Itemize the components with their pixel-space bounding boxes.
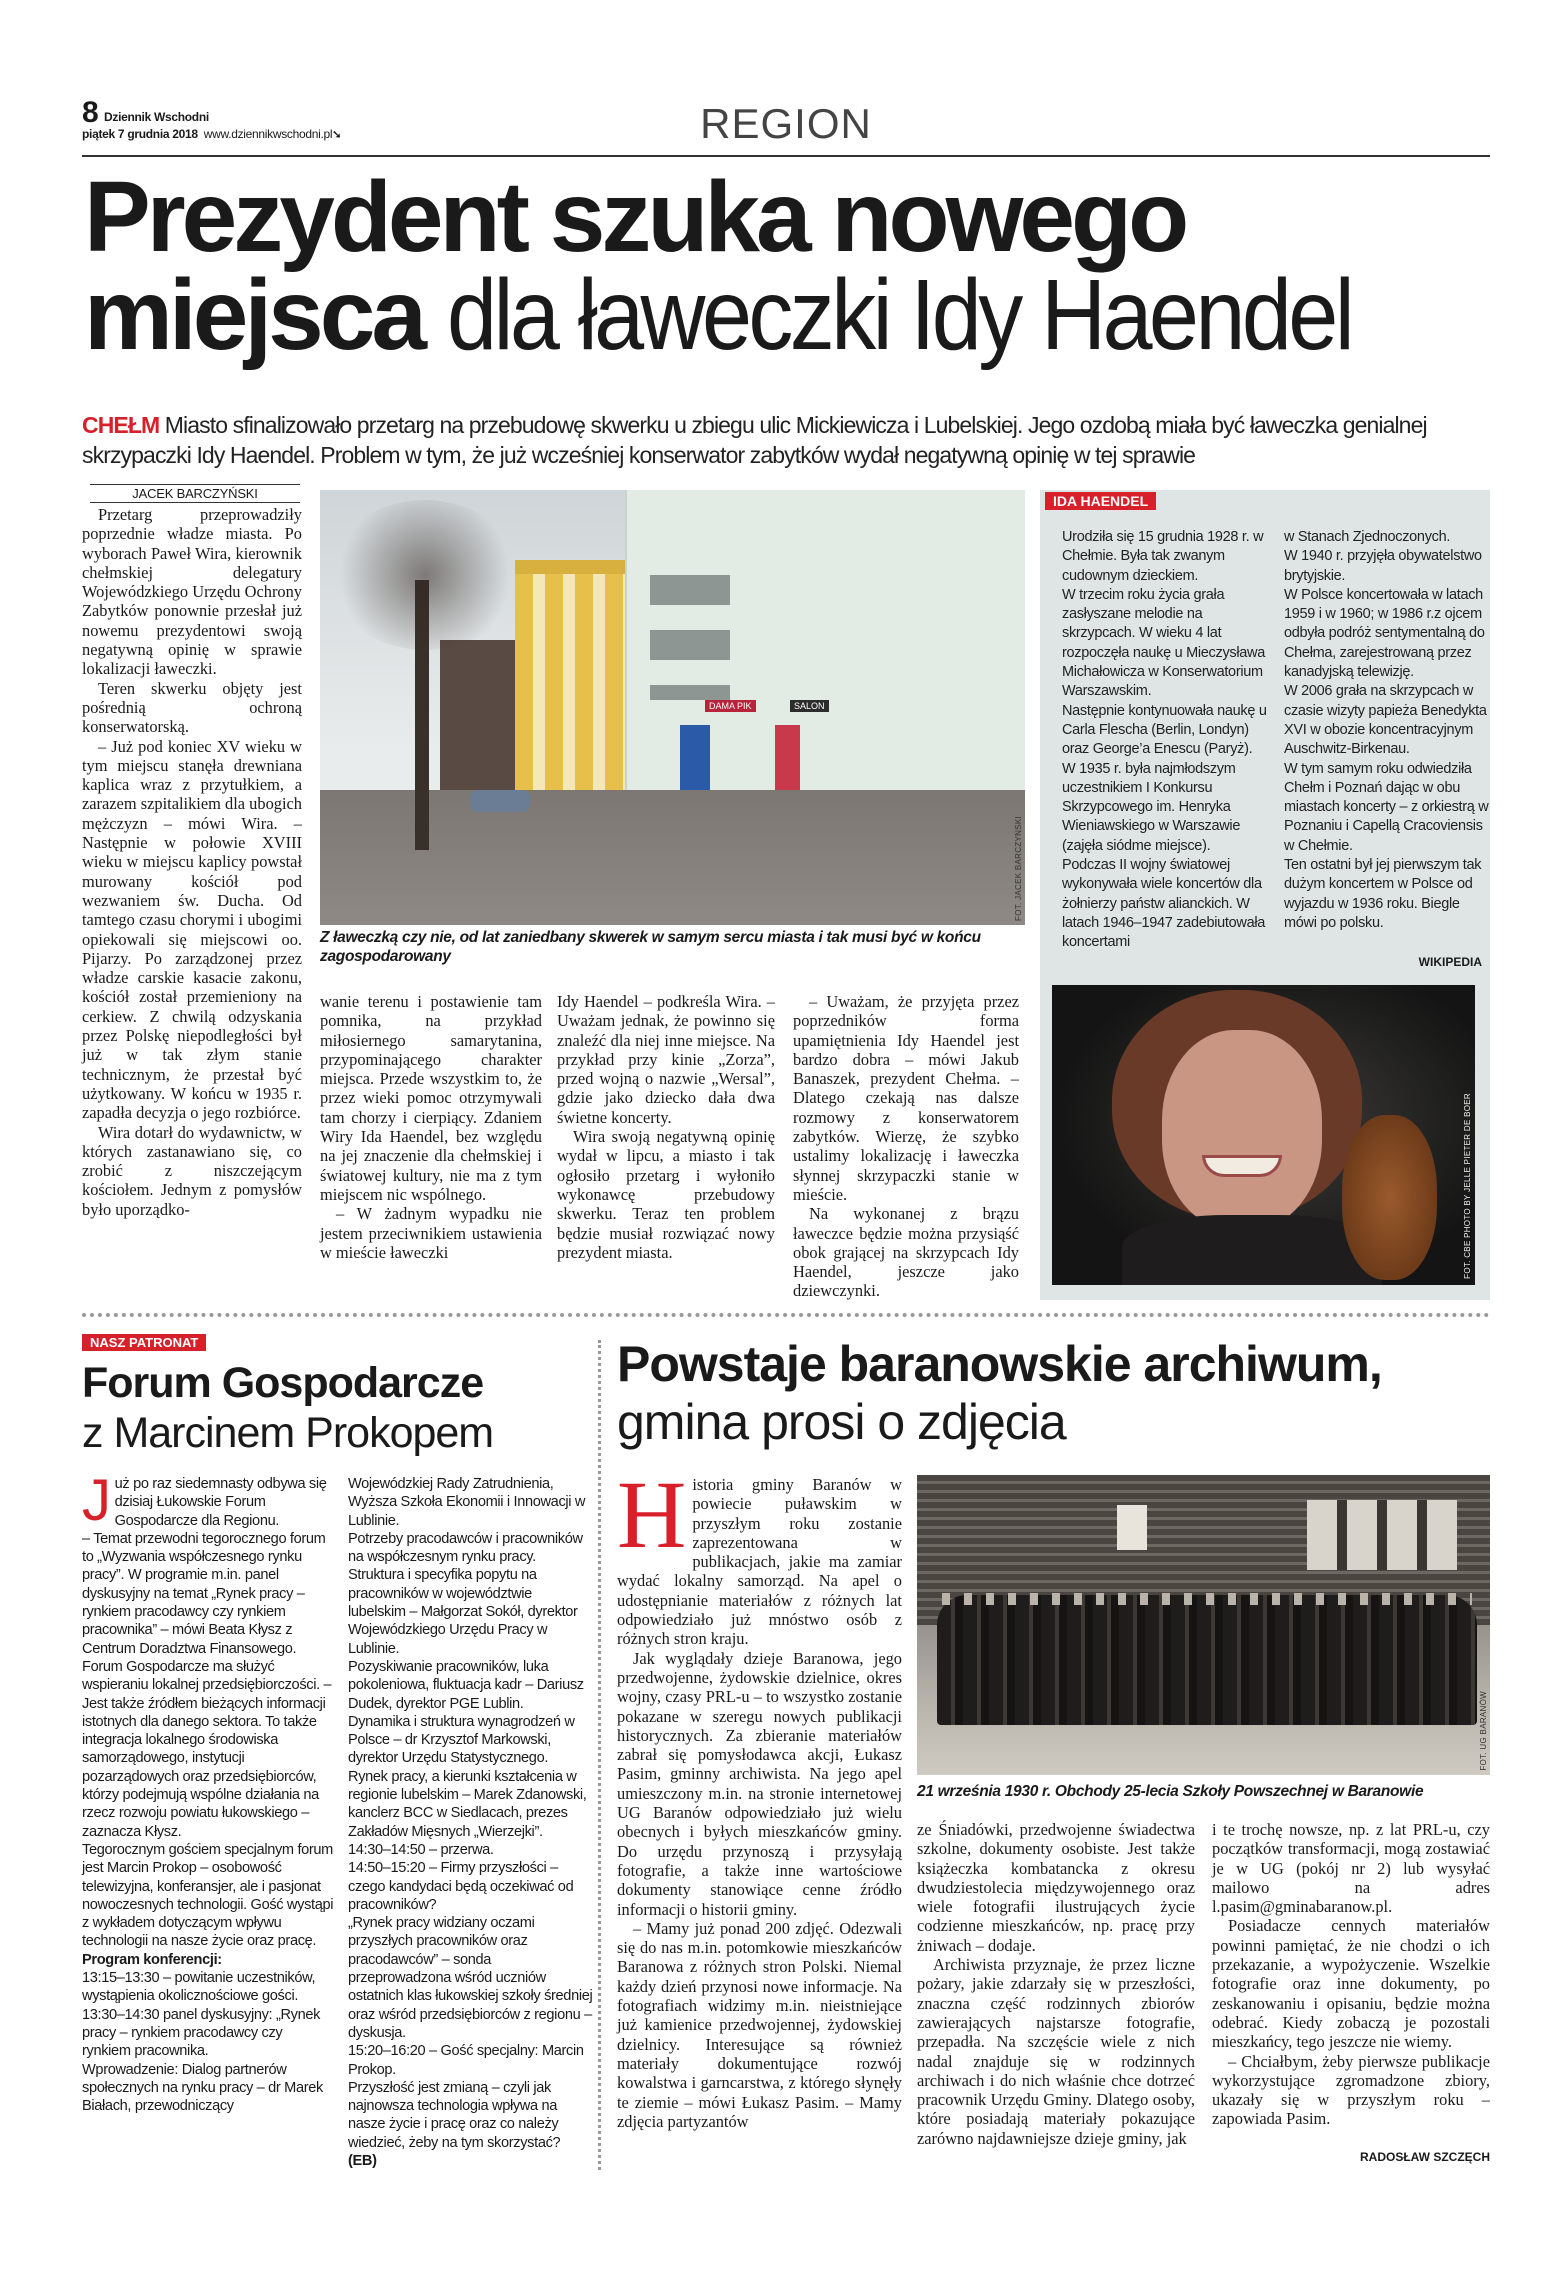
issue-date [82, 127, 341, 141]
yellow-building [515, 560, 635, 795]
baranow-byline: RADOSŁAW SZCZĘCH [1360, 2150, 1490, 2164]
paragraph: 14:50–15:20 – Firmy przyszłości – czego kandydaci będą oczekiwać od pracowników? [348, 1860, 574, 1913]
building-windows [650, 550, 730, 700]
paragraph: Struktura i specyfika popytu na pracowników w województwie lubelskim – Małgorzat Sokół, dyrektor Wojewódzkiego Urzędu Pracy w Lublinie. [348, 1567, 578, 1657]
paragraph: ze Śniadówki, przedwojenne świadectwa szkolne, dokumenty osobiste. Jest także książeczka kombatancka z okresu dwudziestolecia międzywojennego oraz wiele fotografii ilustrujących życie codzienne mieszkańców, np. pracę przy żniwach – dodaje. [917, 1820, 1195, 1955]
paragraph: Rynek pracy, a kierunki kształcenia w regionie lubelskim – Marek Zdanowski, kanclerz BCC w Siedlacach, prezes Zakładów Mięsnych „Wierzejki”. [348, 1768, 587, 1840]
parked-car [470, 790, 530, 812]
paragraph: Archiwista przyznaje, że przez liczne pożary, jakie zdarzały się w przeszłości, znaczna część rodzinnych zbiorów zawierających najstarsze fotografie, przepadła. Na szczęście wiele z nich nadal znajduje się w rodzinnych archiwach i do nich właśnie chce dotrzeć pracownik Urzędu Gminy. Dlatego osoby, które posiadają materiały pokazujące zarówno najdawniejsze dzieje gminy, jak [917, 1955, 1195, 2148]
street-photo [320, 490, 1025, 925]
paragraph: – Uważam, że przyjęta przez poprzedników forma upamiętnienia Idy Haendel jest bardzo dobra – mówi Jakub Banaszek, prezydent Chełma. – Dlatego czekają nas dalsze rozmowy z konserwatorem zabytków. Wierzę, że szybko ustalimy lokalizację i ławeczka słynnej skrzypaczki stanie w mieście. [793, 992, 1019, 1204]
paragraph: W Polsce koncertowała w latach 1959 i w 1960; w 1986 r.z ojcem odbyła podróż sentymentalną do Chełma, zarejestrowaną przez kanadyjską telewizję. [1284, 586, 1485, 681]
byline: JACEK BARCZYŃSKI [90, 484, 300, 503]
poster [775, 725, 800, 795]
paragraph: W trzecim roku życia grała zasłyszane melodie na skrzypcach. W wieku 4 lat rozpoczęła naukę u Mieczysława Michałowicza w Konserwatorium Warszawskim. [1062, 586, 1265, 700]
faces-row [942, 1593, 1472, 1605]
forum-subtitle: z Marcinem Prokopem [82, 1409, 494, 1457]
drop-cap: H [617, 1461, 687, 1568]
paragraph: „Rynek pracy widziany oczami przyszłych pracowników oraz pracodawców” – sonda przeprowadzona wśród uczniów ostatnich klas łukowskiej szkoły średniej oraz wśród przedsiębiorców z regionu – dyskusja. [348, 1915, 593, 2041]
page-number: 8 [82, 96, 99, 129]
baranow-column-2 [917, 1820, 1195, 2148]
baranow-subheadline: gmina prosi o zdjęcia [617, 1394, 1066, 1450]
article-column-2 [320, 992, 542, 1262]
date-text: piątek 7 grudnia 2018 [82, 127, 198, 141]
photo-credit: FOT. CBE PHOTO BY JELLE PIETER DE BOER [1463, 1093, 1472, 1279]
historic-photo-caption: 21 września 1930 r. Obchody 25-lecia Szkoły Powszechnej w Baranowie [917, 1783, 1424, 1800]
forum-column-2 [348, 1475, 593, 2170]
poster [680, 725, 710, 795]
paragraph: wanie terenu i postawienie tam pomnika, na przykład miłosiernego samarytanina, przypominającego charakter miejsca. Przede wszystkim to, że przez wieki pomoc otrzymywali tam chorzy i cierpiący. Zdaniem Wiry Ida Haendel, bez względu na jej znaczenie dla chełmskiej i światowej kultury, nie ma z tym miejscem nic wspólnego. [320, 992, 542, 1204]
face [1162, 1030, 1322, 1230]
article-column-3 [557, 992, 775, 1262]
paragraph: i te trochę nowsze, np. z lat PRL-u, czy początków transformacji, mogą zostawiać je w UG (pokój nr 2) lub wysyłać mailowo na adres l.pasim@gminabaranow.pl. [1212, 1820, 1490, 1917]
paragraph: (EB) [348, 2152, 377, 2169]
photo-credit: FOT. JACEK BARCZYŃSKI [1014, 816, 1023, 921]
section-divider [82, 1313, 1490, 1317]
paragraph: Wira swoją negatywną opinię wydał w lipcu, a miasto i tak ogłosiło przetarg i wyłoniło wykonawcę przebudowy skwerku. Teraz ten problem będzie musiał rozwiązać nowy prezydent miasta. [557, 1127, 775, 1262]
forum-title: Forum Gospodarcze [82, 1359, 484, 1407]
paragraph: 13:30–14:30 panel dyskusyjny: „Rynek pracy – rynkiem pracodawcy czy rynkiem pracownika. [82, 2006, 321, 2060]
paragraph: W 1940 r. przyjęła obywatelstwo brytyjskie. [1284, 548, 1482, 584]
sidebar-column-1 [1062, 528, 1267, 953]
paragraph: W 2006 grała na skrzypcach w czasie wizyty papieża Benedykta XVI w obozie koncentracyjnym Auschwitz-Birkenau. [1284, 683, 1487, 758]
paragraph: Ten ostatni był jej pierwszym tak dużym koncertem w Polsce od wyjazdu w 1936 roku. Biegle mówi po polsku. [1284, 857, 1482, 931]
paragraph: Urodziła się 15 grudnia 1928 r. w Chełmie. Była tak zwanym cudownym dzieckiem. [1062, 529, 1264, 584]
windows [1307, 1500, 1457, 1570]
paragraph: W tym samym roku odwiedziła Chełm i Poznań dając w obu miastach koncerty – z orkiestrą w Poznaniu i Capellą Cracoviensis w Chełmie. [1284, 760, 1489, 854]
paragraph: Wira dotarł do wydawnictw, w których zastanawiano się, co zrobić z niszczejącym kościołem. Jednym z pomysłów było uporządko- [82, 1122, 302, 1219]
paragraph: Idy Haendel – podkreśla Wira. – Uważam jednak, że powinno się znaleźć dla niej inne miejsce. Na przykład przy kinie „Zorza”, przed wojną o nazwie „Wersal”, gdzie jako dziecko dała dwa świetne koncerty. [557, 992, 775, 1127]
paragraph: Tegorocznym gościem specjalnym forum jest Marcin Prokop – osobowość telewizyjna, konferansjer, ale i pasjonat nowoczesnych technologii. Gość wystąpi z wykładem dotyczącym wpływu technologii na nasze życie oraz pracę. [82, 1841, 334, 1950]
article-column-1 [82, 505, 302, 1219]
forum-column-1 [82, 1468, 334, 2115]
baranow-column-3 [1212, 1820, 1490, 2129]
paragraph: Przetarg przeprowadziły poprzednie władze miasta. Po wyborach Paweł Wira, kierownik chełmskiej delegatury Wojewódzkiego Urzędu Ochrony Zabytków ponownie przesłał już nowemu prezydentowi swoją negatywną opinię w sprawie lokalizacji ławeczki. [82, 505, 302, 679]
paragraph: Dynamika i struktura wynagrodzeń w Polsce – dr Krzysztof Markowski, dyrektor Urzędu Statystycznego. [348, 1713, 575, 1767]
paragraph-text: uż po raz siedemnasty odbywa się dzisiaj Łukowskie Forum Gospodarcze dla Regionu. [114, 1476, 327, 1529]
lead-location: CHEŁM [82, 412, 160, 438]
shop-sign: DAMA PIK [705, 700, 756, 712]
group-of-people [937, 1595, 1477, 1725]
baranow-column-1 [617, 1461, 902, 2131]
main-headline [84, 161, 1451, 371]
paragraph: Teren skwerku objęty jest pośrednią ochroną konserwatorską. [82, 678, 302, 737]
violin [1342, 1115, 1437, 1280]
paragraph: Wojewódzkiej Rady Zatrudnienia, Wyższa Szkoła Ekonomii i Innowacji w Lublinie. [348, 1476, 586, 1529]
baranow-column-1-body [617, 1649, 902, 2131]
paragraph: w Stanach Zjednoczonych. [1284, 529, 1451, 545]
paragraph: Potrzeby pracodawców i pracowników na współczesnym rynku pracy. [348, 1530, 583, 1566]
newspaper-name: Dziennik Wschodni [104, 110, 209, 124]
article-lead [82, 410, 1492, 470]
flag [1117, 1505, 1147, 1550]
paragraph: Posiadacze cennych materiałów powinni pamiętać, że nie chodzi o ich przekazanie, a wypożyczenie. Wszelkie fotografie oraz inne dokumenty, po zeskanowaniu i opisaniu, będzie można odebrać. Kiedy zobaczą je pozostali mieszkańcy, tego jeszcze nie wiemy. [1212, 1916, 1490, 2052]
paragraph: Jak wyglądały dzieje Baranowa, jego przedwojenne, żydowskie dzielnice, okres wojny, czasy PRL-u – to wszystko zostanie pokazane w szeregu nowych publikacji historycznych. Za zbieranie materiałów zabrał się pomysłodawca akcji, Łukasz Pasim, gminny archiwista. Na jego apel umieszczony m.in. na stronie internetowej UG Baranów odpowiedziało już wielu obecnych i byłych mieszkańców gminy. Do urzędu przynoszą i przysyłają fotografie, a także inne wartościowe dokumenty stanowiące cenne źródło informacji o historii gminy. [617, 1648, 902, 1919]
paragraph: Następnie kontynuowała naukę u Carla Flescha (Berlin, Londyn) oraz George’a Enescu (Paryż). [1062, 702, 1267, 758]
paragraph: 15:20–16:20 – Gość specjalny: Marcin Prokop. [348, 2043, 584, 2078]
paragraph: 13:15–13:30 – powitanie uczestników, wystąpienia okolicznościowe gości. [82, 1970, 316, 2005]
forum-column-1-body [82, 1530, 334, 2116]
paragraph: – Mamy już ponad 200 zdjęć. Odezwali się do nas m.in. potomkowie mieszkańców Baranowa z różnych stron Polski. Niemal każdy dzień przynosi nowe informacje. Na fotografiach widzimy m.in. nieistniejące już kamienice przedwojennej, żydowskiej dzielnicy. Interesujące są również materiały dokumentujące rozwój kowalstwa i garncarstwa, z którego słynęły te ziemie – mówi Łukasz Pasim. – Mamy zdjęcia partyzantów [617, 1918, 902, 2131]
photo-caption: Z ławeczką czy nie, od lat zaniedbany skwerek w samym sercu miasta i tak musi być w końcu zagospodarowany [320, 929, 981, 965]
paragraph: – Chciałbym, żeby pierwsze publikacje wykorzystujące zgromadzone zbiory, ukazały się w przyszłym roku – zapowiada Pasim. [1212, 2051, 1490, 2129]
headline-line-1: Prezydent szuka nowego [84, 161, 1186, 273]
headline-bold-word: miejsca [84, 259, 423, 371]
column-divider [598, 1340, 601, 2170]
drop-cap: J [82, 1468, 111, 1533]
header-divider [82, 155, 1490, 157]
portrait-photo [1052, 985, 1475, 1285]
historic-photo [917, 1475, 1490, 1775]
shop-sign: SALON [790, 700, 829, 712]
patronage-label: NASZ PATRONAT [82, 1334, 206, 1351]
article-column-4 [793, 992, 1019, 1301]
paragraph: Program konferencji: [82, 1951, 222, 1968]
paragraph: – W żadnym wypadku nie jestem przeciwnikiem ustawienia w mieście ławeczki [320, 1204, 542, 1262]
paragraph: W 1935 r. była najmłodszym uczestnikiem I Konkursu Skrzypcowego im. Henryka Wieniawskiego w Warszawie (zajęła siódme miejsce). [1062, 760, 1241, 854]
sidebar-label: IDA HAENDEL [1045, 492, 1156, 510]
website-link[interactable]: www.dziennikwschodni.pl [203, 127, 333, 141]
sidebar-column-2 [1284, 528, 1489, 933]
baranow-headline: Powstaje baranowskie archiwum, [617, 1336, 1382, 1392]
first-paragraph [82, 1468, 334, 1533]
paragraph-text: istoria gminy Baranów w powiecie puławskim w przyszłym roku zostanie zaprezentowana w publikacjach, jakie ma zamiar wydać lokalny samorząd. Na apel o udostępnianie materiałów z różnych lat odpowiedziało już mnóstwo osób z różnych stron kraju. [617, 1475, 902, 1649]
first-paragraph [617, 1461, 902, 1649]
lead-text: Miasto sfinalizowało przetarg na przebudowę skwerku u zbiegu ulic Mickiewicza i Lubelskiej. Jego ozdobą miała być ławeczka genialnej skrzypaczki Idy Haendel. Problem w tym, że już wcześniej konserwator zabytków wydał negatywną opinię w tej sprawie [82, 412, 1427, 468]
paragraph: – Temat przewodni tegorocznego forum to „Wyzwania współczesnego rynku pracy”. W programie m.in. panel dyskusyjny na temat „Rynek pracy – rynkiem pracodawcy czy rynkiem pracownika” – mówi Beata Kłysz z Centrum Doradztwa Finansowego. [82, 1530, 326, 1657]
paragraph: Pozyskiwanie pracowników, luka pokoleniowa, fluktuacja kadr – Dariusz Dudek, dyrektor PGE Lublin. [348, 1658, 584, 1712]
tree-crown [330, 500, 520, 650]
sidebar-source: WIKIPEDIA [1418, 955, 1482, 969]
smile [1202, 1155, 1282, 1177]
paragraph: 14:30–14:50 – przerwa. [348, 1841, 494, 1858]
paragraph: Przyszłość jest zmianą – czyli jak najnowsza technologia wpływa na nasze życie i pracę oraz co należy wiedzieć, żeby na tym skorzystać? [348, 2079, 561, 2151]
paragraph: Forum Gospodarcze ma służyć wspieraniu lokalnej przedsiębiorczości. – Jest także źródłem bieżących informacji istotnych dla danego sektora. To także integracja lokalnego środowiska samorządowego, instytucji pozarządowych oraz przedsiębiorców, którzy podejmują wspólne działania na rzecz rozwoju powiatu łukowskiego – zaznacza Kłysz. [82, 1658, 332, 1840]
photo-credit: FOT. UG BARANÓW [1479, 1691, 1488, 1771]
paragraph: Podczas II wojny światowej wykonywała wiele koncertów dla żołnierzy państw alianckich. W latach 1946–1947 zadebiutowała koncertami [1062, 857, 1266, 951]
paragraph: Wprowadzenie: Dialog partnerów społecznych na rynku pracy – dr Marek Białach, przewodniczący [82, 2061, 323, 2115]
paragraph: – Już pod koniec XV wieku w tym miejscu stanęła drewniana kaplica wraz z przytułkiem, a zarazem szpitalikiem dla ubogich mężczyzn – mówi Wira. – Następnie w połowie XVIII wieku w miejscu kaplicy powstał murowany kościół pod wezwaniem św. Ducha. Od tamtego czasu chorymi i ubogimi opiekowali się miejscowi oo. Pijarzy. Po zarządzonej przez władze carskie kasacie zakonu, kościół został przemieniony na cerkiew. Z chwilą odzyskania przez Polskę niepodległości był już w tak złym stanie technicznym, że przestał być użytkowany. W końcu w 1935 r. zapadła decyzja o jego rozbiórce. [82, 736, 302, 1123]
cursor-icon: ➘ [332, 129, 342, 141]
section-title: REGION [700, 100, 872, 147]
paragraph: Na wykonanej z brązu ławeczce będzie można przysiąść obok grającej na skrzypcach Idy Haendel, jeszcze jako dziewczynki. [793, 1204, 1019, 1301]
headline-light-part: dla ławeczki Idy Haendel [446, 259, 1351, 371]
